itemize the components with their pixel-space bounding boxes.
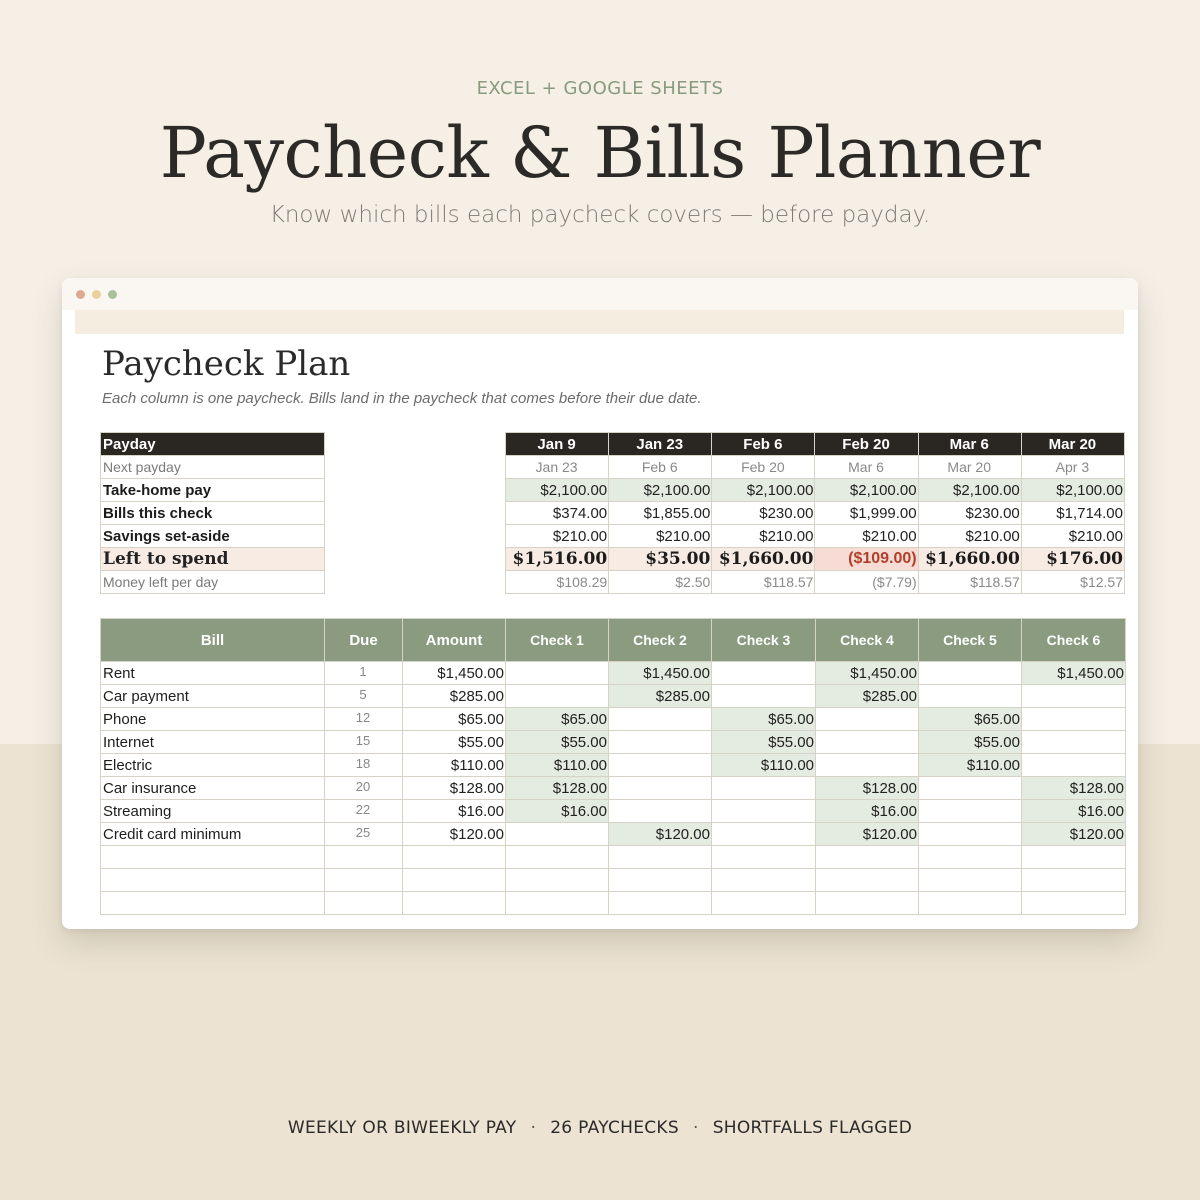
bill-check-cell[interactable]: [1022, 892, 1126, 915]
summary-values-table: [505, 432, 1125, 594]
bill-due-cell[interactable]: [325, 846, 403, 869]
bill-check-cell[interactable]: [506, 869, 609, 892]
bill-check-cell[interactable]: [919, 892, 1022, 915]
payday-header[interactable]: Jan 23: [609, 433, 712, 456]
bill-row: [101, 869, 1126, 892]
bill-check-cell[interactable]: [609, 892, 712, 915]
footer-feature: SHORTFALLS FLAGGED: [712, 1118, 913, 1138]
bill-check-cell[interactable]: [506, 846, 609, 869]
column-header-due[interactable]: Due: [325, 619, 403, 662]
bill-name-cell[interactable]: [101, 892, 325, 915]
bill-check-cell[interactable]: $55.00: [506, 731, 609, 754]
bill-amount-cell[interactable]: $110.00: [403, 754, 506, 777]
bill-check-cell[interactable]: [712, 869, 816, 892]
bill-check-cell[interactable]: $120.00: [816, 823, 919, 846]
take-home-cell[interactable]: $2,100.00: [815, 479, 918, 502]
bill-row: [101, 754, 1126, 777]
bill-row: [101, 662, 1126, 685]
bills-cell[interactable]: $1,999.00: [815, 502, 918, 525]
per-day-cell[interactable]: $118.57: [712, 571, 815, 594]
bill-check-cell[interactable]: $285.00: [816, 685, 919, 708]
bill-due-cell[interactable]: 22: [325, 800, 403, 823]
bill-amount-cell[interactable]: [403, 846, 506, 869]
bill-check-cell[interactable]: $128.00: [816, 777, 919, 800]
column-header-amount[interactable]: Amount: [403, 619, 506, 662]
column-header-check[interactable]: Check 3: [712, 619, 816, 662]
bill-row: [101, 846, 1126, 869]
bill-row: [101, 685, 1126, 708]
bill-due-cell[interactable]: 15: [325, 731, 403, 754]
window-chrome: [62, 278, 1138, 310]
bill-check-cell[interactable]: [1022, 846, 1126, 869]
bill-due-cell[interactable]: [325, 869, 403, 892]
bill-row: [101, 708, 1126, 731]
bill-name-cell[interactable]: [101, 869, 325, 892]
bill-check-cell[interactable]: [919, 869, 1022, 892]
bill-check-cell[interactable]: [506, 823, 609, 846]
bill-check-cell[interactable]: $110.00: [712, 754, 816, 777]
bill-check-cell[interactable]: $1,450.00: [609, 662, 712, 685]
per-day-cell[interactable]: ($7.79): [815, 571, 918, 594]
bill-check-cell[interactable]: $65.00: [712, 708, 816, 731]
bills-cell[interactable]: $1,714.00: [1021, 502, 1124, 525]
next-payday-cell[interactable]: Feb 6: [609, 456, 712, 479]
sheet-header-band: [75, 310, 1124, 334]
bill-name-cell[interactable]: Electric: [101, 754, 325, 777]
footer-separator: ·: [530, 1118, 537, 1138]
bill-check-cell[interactable]: [816, 846, 919, 869]
bill-check-cell[interactable]: [919, 662, 1022, 685]
bill-check-cell[interactable]: $1,450.00: [1022, 662, 1126, 685]
payday-header[interactable]: Jan 9: [506, 433, 609, 456]
bill-check-cell[interactable]: [712, 800, 816, 823]
bill-due-cell[interactable]: 12: [325, 708, 403, 731]
bills-cell[interactable]: $374.00: [506, 502, 609, 525]
bill-amount-cell[interactable]: $120.00: [403, 823, 506, 846]
take-home-cell[interactable]: $2,100.00: [609, 479, 712, 502]
bill-check-cell[interactable]: $120.00: [609, 823, 712, 846]
bill-check-cell[interactable]: [609, 708, 712, 731]
payday-header[interactable]: Feb 20: [815, 433, 918, 456]
bill-check-cell[interactable]: [712, 823, 816, 846]
footer-feature: 26 PAYCHECKS: [550, 1118, 679, 1138]
bill-check-cell[interactable]: [506, 685, 609, 708]
bill-check-cell[interactable]: [609, 846, 712, 869]
left-to-spend-cell[interactable]: $35.00: [609, 548, 712, 571]
bill-name-cell[interactable]: Car insurance: [101, 777, 325, 800]
payday-header[interactable]: Mar 6: [918, 433, 1021, 456]
hero-title: Paycheck & Bills Planner: [159, 112, 1041, 194]
bill-check-cell[interactable]: $16.00: [1022, 800, 1126, 823]
bill-check-cell[interactable]: $55.00: [712, 731, 816, 754]
bill-check-cell[interactable]: [816, 708, 919, 731]
bill-amount-cell[interactable]: $16.00: [403, 800, 506, 823]
per-day-cell[interactable]: $108.29: [506, 571, 609, 594]
bill-check-cell[interactable]: [506, 662, 609, 685]
bill-check-cell[interactable]: [919, 777, 1022, 800]
next-payday-cell[interactable]: Jan 23: [506, 456, 609, 479]
savings-cell[interactable]: $210.00: [506, 525, 609, 548]
bill-check-cell[interactable]: [1022, 685, 1126, 708]
column-header-check[interactable]: Check 2: [609, 619, 712, 662]
minimize-window-dot-icon[interactable]: [92, 290, 101, 299]
bill-name-cell[interactable]: Streaming: [101, 800, 325, 823]
hero-subtitle: Know which bills each paycheck covers — before payday.: [269, 202, 931, 228]
bills-cell[interactable]: $1,855.00: [609, 502, 712, 525]
bill-amount-cell[interactable]: $1,450.00: [403, 662, 506, 685]
label-left-to-spend[interactable]: Left to spend: [101, 548, 325, 571]
bill-amount-cell[interactable]: [403, 869, 506, 892]
next-payday-cell[interactable]: Apr 3: [1021, 456, 1124, 479]
spreadsheet-window: [62, 278, 1138, 929]
column-header-check[interactable]: Check 5: [919, 619, 1022, 662]
bill-check-cell[interactable]: [712, 777, 816, 800]
bill-check-cell[interactable]: $128.00: [506, 777, 609, 800]
column-header-check[interactable]: Check 6: [1022, 619, 1126, 662]
footer-separator: ·: [692, 1118, 699, 1138]
next-payday-cell[interactable]: Mar 6: [815, 456, 918, 479]
maximize-window-dot-icon[interactable]: [108, 290, 117, 299]
label-per-day[interactable]: Money left per day: [101, 571, 325, 594]
eyebrow-text: EXCEL + GOOGLE SHEETS: [476, 78, 724, 99]
label-payday[interactable]: Payday: [101, 433, 325, 456]
bills-cell[interactable]: $230.00: [712, 502, 815, 525]
bill-check-cell[interactable]: $120.00: [1022, 823, 1126, 846]
bill-name-cell[interactable]: Phone: [101, 708, 325, 731]
per-day-cell[interactable]: $118.57: [918, 571, 1021, 594]
sheet-description: Each column is one paycheck. Bills land in the paycheck that comes before their due date.: [102, 390, 702, 407]
column-header-bill[interactable]: Bill: [101, 619, 325, 662]
payday-header[interactable]: Mar 20: [1021, 433, 1124, 456]
left-to-spend-cell[interactable]: $1,660.00: [712, 548, 815, 571]
bill-amount-cell[interactable]: $55.00: [403, 731, 506, 754]
column-header-check[interactable]: Check 1: [506, 619, 609, 662]
bill-row: [101, 800, 1126, 823]
bill-check-cell[interactable]: [919, 846, 1022, 869]
savings-cell[interactable]: $210.00: [918, 525, 1021, 548]
left-to-spend-cell[interactable]: $176.00: [1021, 548, 1124, 571]
bill-check-cell[interactable]: [1022, 731, 1126, 754]
sheet-title: Paycheck Plan: [102, 344, 351, 384]
bill-due-cell[interactable]: [325, 892, 403, 915]
left-to-spend-cell[interactable]: $1,660.00: [918, 548, 1021, 571]
bill-check-cell[interactable]: [919, 800, 1022, 823]
next-payday-cell[interactable]: Feb 20: [712, 456, 815, 479]
label-bills[interactable]: Bills this check: [101, 502, 325, 525]
bill-amount-cell[interactable]: $65.00: [403, 708, 506, 731]
bill-check-cell[interactable]: [609, 731, 712, 754]
bill-check-cell[interactable]: $110.00: [506, 754, 609, 777]
bill-row: [101, 731, 1126, 754]
take-home-cell[interactable]: $2,100.00: [918, 479, 1021, 502]
bill-check-cell[interactable]: [712, 685, 816, 708]
bill-check-cell[interactable]: $285.00: [609, 685, 712, 708]
bill-check-cell[interactable]: $16.00: [816, 800, 919, 823]
bill-check-cell[interactable]: [609, 800, 712, 823]
bill-due-cell[interactable]: 20: [325, 777, 403, 800]
bill-check-cell[interactable]: $110.00: [919, 754, 1022, 777]
bills-cell[interactable]: $230.00: [918, 502, 1021, 525]
savings-cell[interactable]: $210.00: [609, 525, 712, 548]
bill-check-cell[interactable]: [609, 754, 712, 777]
bill-name-cell[interactable]: Car payment: [101, 685, 325, 708]
bill-check-cell[interactable]: [506, 892, 609, 915]
bill-check-cell[interactable]: [919, 685, 1022, 708]
per-day-cell[interactable]: $12.57: [1021, 571, 1124, 594]
bill-amount-cell[interactable]: $128.00: [403, 777, 506, 800]
bill-check-cell[interactable]: [1022, 754, 1126, 777]
label-take-home[interactable]: Take-home pay: [101, 479, 325, 502]
bill-check-cell[interactable]: $16.00: [506, 800, 609, 823]
bills-table: [100, 618, 1126, 915]
bill-check-cell[interactable]: [1022, 708, 1126, 731]
per-day-cell[interactable]: $2.50: [609, 571, 712, 594]
next-payday-cell[interactable]: Mar 20: [918, 456, 1021, 479]
bill-check-cell[interactable]: [712, 892, 816, 915]
bill-check-cell[interactable]: [609, 777, 712, 800]
bill-due-cell[interactable]: 25: [325, 823, 403, 846]
bill-amount-cell[interactable]: $285.00: [403, 685, 506, 708]
savings-cell[interactable]: $210.00: [815, 525, 918, 548]
bill-check-cell[interactable]: $55.00: [919, 731, 1022, 754]
bill-check-cell[interactable]: [609, 869, 712, 892]
bill-check-cell[interactable]: [816, 869, 919, 892]
bill-name-cell[interactable]: [101, 846, 325, 869]
bill-check-cell[interactable]: $65.00: [506, 708, 609, 731]
bill-check-cell[interactable]: [919, 823, 1022, 846]
bill-check-cell[interactable]: [1022, 869, 1126, 892]
footer-feature: WEEKLY OR BIWEEKLY PAY: [287, 1118, 517, 1138]
take-home-cell[interactable]: $2,100.00: [506, 479, 609, 502]
savings-cell[interactable]: $210.00: [1021, 525, 1124, 548]
bill-due-cell[interactable]: 18: [325, 754, 403, 777]
payday-header[interactable]: Feb 6: [712, 433, 815, 456]
bill-check-cell[interactable]: [816, 754, 919, 777]
bill-check-cell[interactable]: $128.00: [1022, 777, 1126, 800]
bill-row: [101, 892, 1126, 915]
feature-footer: [0, 1118, 1200, 1138]
bill-amount-cell[interactable]: [403, 892, 506, 915]
bill-check-cell[interactable]: [712, 846, 816, 869]
label-savings[interactable]: Savings set-aside: [101, 525, 325, 548]
bill-name-cell[interactable]: Internet: [101, 731, 325, 754]
bill-check-cell[interactable]: $65.00: [919, 708, 1022, 731]
bill-name-cell[interactable]: Credit card minimum: [101, 823, 325, 846]
bill-row: [101, 823, 1126, 846]
bill-check-cell[interactable]: [816, 892, 919, 915]
savings-cell[interactable]: $210.00: [712, 525, 815, 548]
take-home-cell[interactable]: $2,100.00: [712, 479, 815, 502]
bill-due-cell[interactable]: 5: [325, 685, 403, 708]
summary-labels-table: [100, 432, 325, 594]
label-next-payday[interactable]: Next payday: [101, 456, 325, 479]
close-window-dot-icon[interactable]: [76, 290, 85, 299]
bill-check-cell[interactable]: [816, 731, 919, 754]
left-to-spend-cell[interactable]: $1,516.00: [506, 548, 609, 571]
bill-row: [101, 777, 1126, 800]
left-to-spend-cell[interactable]: ($109.00): [815, 548, 918, 571]
column-header-check[interactable]: Check 4: [816, 619, 919, 662]
bill-check-cell[interactable]: $1,450.00: [816, 662, 919, 685]
take-home-cell[interactable]: $2,100.00: [1021, 479, 1124, 502]
bill-check-cell[interactable]: [712, 662, 816, 685]
bill-name-cell[interactable]: Rent: [101, 662, 325, 685]
bill-due-cell[interactable]: 1: [325, 662, 403, 685]
